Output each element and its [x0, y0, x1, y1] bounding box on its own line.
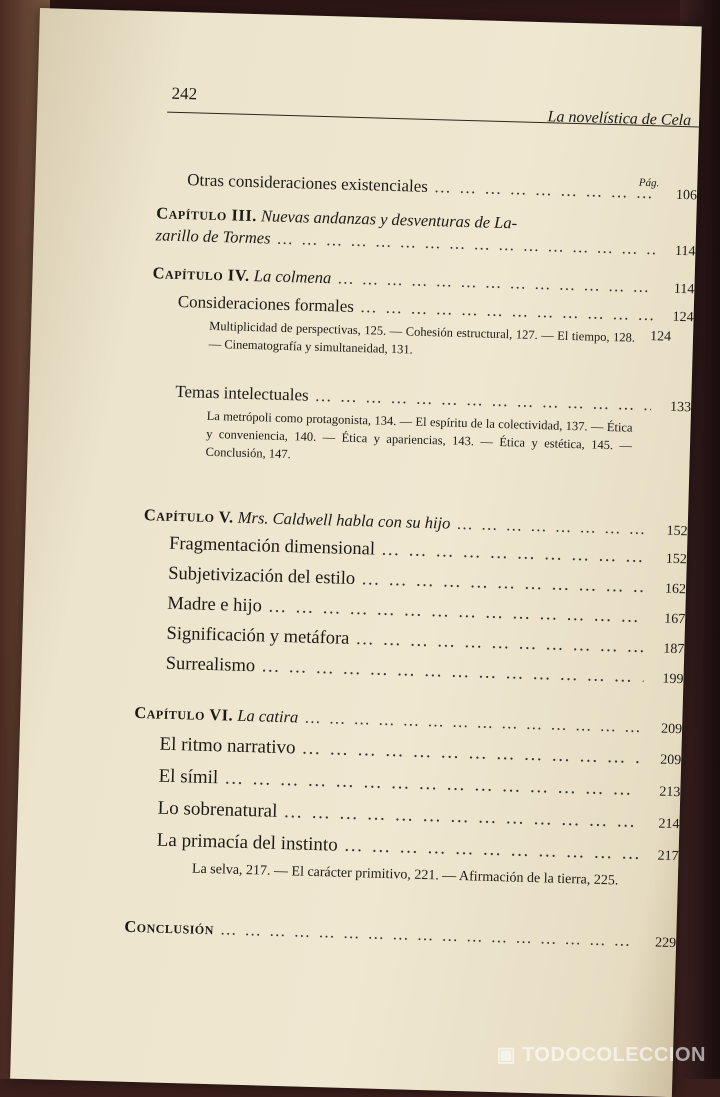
toc-chapter-6: Capítulo VI. La catira … … … … … … … … … … … … … … … … … … … … … … … … … … … … … … … … 209: [20, 700, 682, 738]
toc-chapter-4: Capítulo IV. La colmena … … … … … … … … … … … … … … … … … … … … … … … … … … … … … … … … 114: [32, 260, 694, 298]
toc-section: Lo sobrenatural … … … … … … … … … … … … … … … … … … … … … … … … … … … … … … … … 214: [17, 794, 679, 834]
toc-chapter-3-line1: Capítulo III. Nuevas andanzas y desventuras de La-: [156, 203, 518, 233]
dot-leader: [295, 737, 641, 769]
toc-section: El ritmo narrativo … … … … … … … … … … … … … … … … … … … … … … … … … … … … … … … … 209: [19, 730, 681, 770]
toc-section-consideraciones: Consideraciones formales … … … … … … … … … … … … … … … … … … … … … … … … … … … … … … … … 124: [32, 288, 694, 326]
dot-leader: [331, 268, 655, 297]
dot-leader: [337, 835, 639, 865]
dot-leader: [375, 540, 647, 569]
toc-subpage: 124: [649, 329, 672, 345]
watermark-icon: ▣: [496, 1044, 517, 1066]
dot-leader: [214, 919, 637, 951]
toc-chapter-3-line2: zarillo de Tormes … … … … … … … … … … … … … … … … … … … … … … … … … … … … … … … … 114: [33, 222, 695, 260]
toc-section: Madre e hijo … … … … … … … … … … … … … … … … … … … … … … … … … … … … … … … … 167: [23, 590, 685, 629]
dot-leader: [354, 297, 654, 325]
dot-leader: [255, 656, 644, 688]
page-column-label: Pág.: [638, 176, 660, 190]
dot-leader: [270, 229, 655, 260]
toc-section: Fragmentación dimensional … … … … … … … … … … … … … … … … … … … … … … … … … … … … … … … … 152: [25, 530, 687, 569]
watermark: ▣ TODOCOLECCION: [496, 1044, 706, 1066]
dot-leader: [298, 707, 642, 737]
dot-leader: [277, 801, 640, 833]
toc-section: Surrealismo … … … … … … … … … … … … … … … … … … … … … … … … … … … … … … … … 199: [21, 650, 683, 689]
page-number: 242: [171, 83, 198, 104]
toc-details-catira: La selva, 217. — El carácter primitivo, 221. — Afirmación de la tierra, 225.: [191, 861, 619, 889]
toc-section: El símil … … … … … … … … … … … … … … … … … … … … … … … … … … … … … … … … 213: [18, 762, 680, 802]
toc-section: La primacía del instinto … … … … … … … … … … … … … … … … … … … … … … … … … … … … … … … … 217: [17, 826, 679, 866]
dot-leader: [428, 177, 658, 203]
toc-details-temas: La metrópoli como protagonista, 134. — El espíritu de la colectividad, 137. — Ética y conveniencia, 140. — Ética y apariencias, 143. — Ética y estética, 145. — Conclusión, 147.: [205, 408, 633, 462]
running-title: La novelística de Cela: [547, 108, 692, 130]
toc-chapter-5: Capítulo V. Mrs. Caldwell habla con su hijo … … … … … … … … … … … … … … … … … … … … … … … … … … … … … … … … 152: [26, 502, 688, 540]
toc-conclusion: Conclusión … … … … … … … … … … … … … … … … … … … … … … … … … … … … … … … … 229: [14, 914, 676, 952]
dot-leader: [355, 569, 646, 598]
dot-leader: [450, 514, 648, 540]
table-of-contents: [10, 8, 702, 1097]
toc-section: Significación y metáfora … … … … … … … … … … … … … … … … … … … … … … … … … … … … … … … … 187: [22, 620, 684, 659]
dot-leader: [349, 629, 645, 658]
book-page: [10, 8, 702, 1097]
toc-details-consideraciones: Multiplicidad de perspectivas, 125. — Cohesión estructural, 127. — El tiempo, 128. — Cinematografía y simultaneidad, 131.: [208, 318, 636, 357]
toc-entry-otras: Otras consideraciones existenciales … … … … … … … … … … … … … … … … … … … … … … … … … … … … … … … … 106: [35, 166, 697, 204]
toc-section-temas: Temas intelectuales … … … … … … … … … … … … … … … … … … … … … … … … … … … … … … … … 133: [29, 378, 691, 416]
dot-leader: [218, 767, 641, 801]
dot-leader: [262, 596, 646, 628]
toc-section: Subjetivización del estilo … … … … … … … … … … … … … … … … … … … … … … … … … … … … … … … … 162: [24, 560, 686, 599]
